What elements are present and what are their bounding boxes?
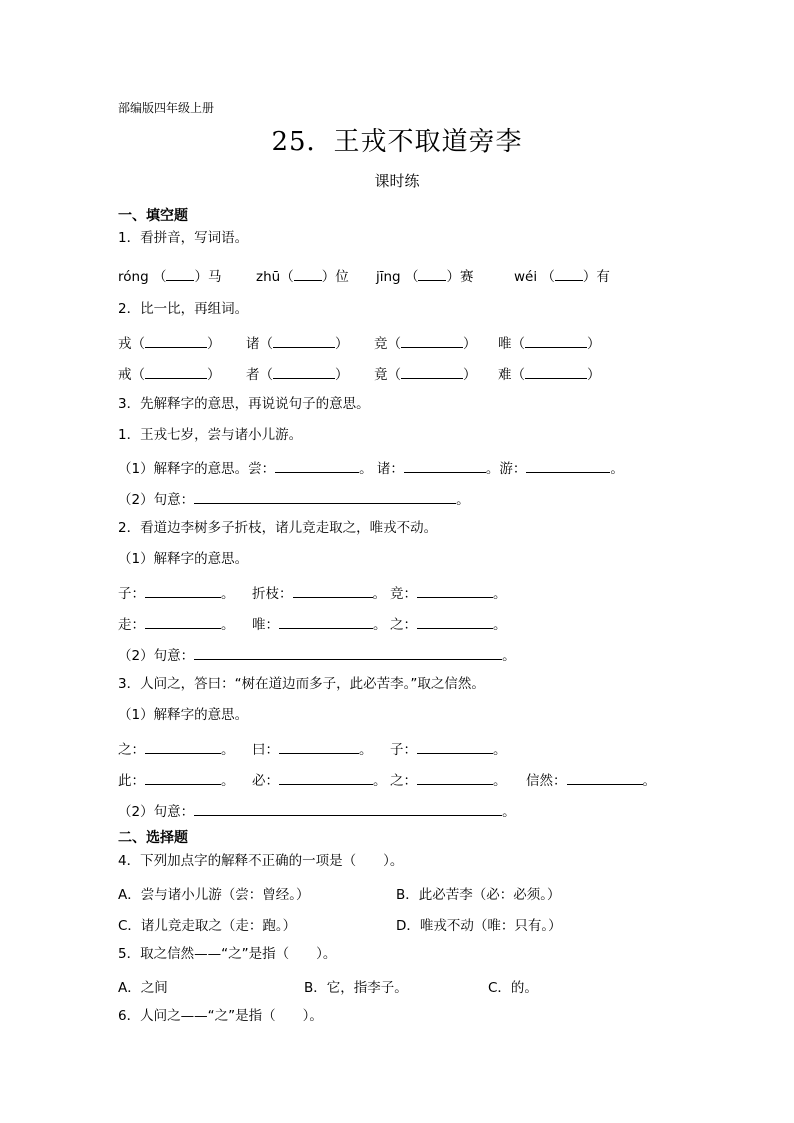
compare-char: 唯 <box>498 336 512 352</box>
answer-blank[interactable] <box>567 771 643 785</box>
word-label: 曰： <box>252 742 279 758</box>
word-char: 马 <box>207 269 222 285</box>
answer-blank[interactable] <box>145 740 221 754</box>
period: 。 <box>610 461 624 477</box>
answer-blank[interactable] <box>526 459 610 473</box>
answer-blank[interactable] <box>418 267 446 281</box>
q2-item <box>374 363 477 383</box>
period: 。 <box>221 742 235 758</box>
q2-item <box>374 332 477 352</box>
explain-label: （1）解释字的意思。 <box>118 461 249 477</box>
q1-stem: 1．看拼音，写词语。 <box>118 230 249 246</box>
q2-item <box>246 363 349 383</box>
compare-char: 诸 <box>246 336 260 352</box>
word-label: 唯： <box>252 617 279 633</box>
answer-blank[interactable] <box>145 771 221 785</box>
answer-blank[interactable] <box>279 771 373 785</box>
period: 。 <box>359 461 373 477</box>
answer-blank[interactable] <box>525 334 587 348</box>
word-item <box>118 769 235 789</box>
q4-stem: 4．下列加点字的解释不正确的一项是（ ）。 <box>118 853 404 869</box>
bracket-left: （ <box>259 336 273 352</box>
word-item <box>118 582 235 602</box>
q2-stem: 2．比一比，再组词。 <box>118 301 249 317</box>
period: 。 <box>493 742 507 758</box>
word-item <box>390 738 507 758</box>
word-label: 竞： <box>390 586 417 602</box>
answer-blank[interactable] <box>273 334 335 348</box>
q3-p1-sentence: 1．王戎七岁，尝与诸小儿游。 <box>118 427 303 443</box>
word-item <box>252 769 387 789</box>
option-b[interactable]: B．它，指李子。 <box>304 980 408 996</box>
bracket-left: （ <box>511 336 525 352</box>
q2-item <box>498 332 601 352</box>
meaning-line <box>118 488 470 508</box>
meaning-label: （2）句意： <box>118 492 195 508</box>
period: 。 <box>359 742 373 758</box>
answer-blank[interactable] <box>417 584 493 598</box>
compare-char: 难 <box>498 367 512 383</box>
compare-char: 者 <box>246 367 260 383</box>
q1-item <box>514 265 610 285</box>
bracket-left: （ <box>131 336 145 352</box>
answer-blank[interactable] <box>417 615 493 629</box>
answer-blank[interactable] <box>401 334 463 348</box>
word-label: 之： <box>118 742 145 758</box>
period: 。 <box>372 586 386 602</box>
q2-item <box>118 363 221 383</box>
bracket-right: ） <box>207 336 221 352</box>
answer-blank[interactable] <box>525 365 587 379</box>
q5-stem: 5．取之信然——“之”是指（ ）。 <box>118 946 337 962</box>
bracket-right: ） <box>335 336 349 352</box>
answer-blank[interactable] <box>275 459 359 473</box>
word-item <box>252 582 386 602</box>
answer-blank[interactable] <box>279 615 373 629</box>
bracket-left: （ <box>404 269 419 285</box>
q3-p3-explain: （1）解释字的意思。 <box>118 707 249 723</box>
option-c[interactable]: C．的。 <box>488 980 538 996</box>
period: 。 <box>493 617 507 633</box>
word-item <box>252 738 373 758</box>
answer-blank[interactable] <box>294 267 322 281</box>
bracket-left: （ <box>541 269 555 285</box>
period: 。 <box>456 492 470 508</box>
period: 。 <box>502 804 516 820</box>
bracket-left: （ <box>152 269 167 285</box>
period: 。 <box>373 773 387 789</box>
period: 。 <box>373 617 387 633</box>
pinyin-text: róng <box>118 269 149 285</box>
compare-char: 竟 <box>374 367 388 383</box>
word-label: 折枝： <box>252 586 293 602</box>
word-label: 诸： <box>376 461 404 477</box>
word-item <box>526 769 656 789</box>
period: 。 <box>502 648 516 664</box>
period: 。 <box>493 773 507 789</box>
section-fill-in-title: 一、填空题 <box>118 208 188 224</box>
answer-blank[interactable] <box>273 365 335 379</box>
word-item <box>390 582 507 602</box>
word-label: 走： <box>118 617 145 633</box>
answer-blank[interactable] <box>145 584 221 598</box>
period: 。 <box>485 461 500 477</box>
period: 。 <box>221 773 235 789</box>
word-item <box>252 613 387 633</box>
meaning-line <box>118 800 516 820</box>
compare-char: 竞 <box>374 336 388 352</box>
answer-blank[interactable] <box>279 740 359 754</box>
answer-blank[interactable] <box>404 459 486 473</box>
bracket-right: ） <box>463 367 477 383</box>
word-label: 之： <box>390 617 417 633</box>
bracket-right: ） <box>463 336 477 352</box>
answer-blank[interactable] <box>417 740 493 754</box>
option-c[interactable]: C．诸儿竞走取之（走：跑。） <box>118 918 297 934</box>
option-b[interactable]: B．此必苦李（必：必须。） <box>396 887 561 903</box>
meaning-label: （2）句意： <box>118 648 195 664</box>
q6-stem: 6．人问之——“之”是指（ ）。 <box>118 1008 323 1024</box>
answer-blank[interactable] <box>194 646 502 660</box>
pinyin-text: zhū <box>256 269 281 285</box>
q1-item <box>118 265 221 285</box>
q3-p2-explain: （1）解释字的意思。 <box>118 551 249 567</box>
word-label: 尝： <box>248 461 276 477</box>
word-label: 子： <box>390 742 417 758</box>
word-item <box>118 738 235 758</box>
answer-blank[interactable] <box>401 365 463 379</box>
word-item <box>390 769 507 789</box>
bracket-right: ） <box>587 367 601 383</box>
compare-char: 戒 <box>118 367 132 383</box>
word-label: 此： <box>118 773 145 789</box>
q2-item <box>246 332 349 352</box>
option-a[interactable]: A．之间 <box>118 980 168 996</box>
word-item <box>118 613 235 633</box>
word-label: 游： <box>499 461 527 477</box>
period: 。 <box>493 586 507 602</box>
bracket-right: ） <box>194 269 208 285</box>
bracket-left: （ <box>280 269 294 285</box>
word-char: 有 <box>596 269 610 285</box>
bracket-left: （ <box>131 367 145 383</box>
option-a[interactable]: A．尝与诸小儿游（尝：曾经。） <box>118 887 310 903</box>
pinyin-text: jīng <box>376 269 401 285</box>
q2-item <box>498 363 601 383</box>
bracket-right: ） <box>335 367 349 383</box>
period: 。 <box>221 617 235 633</box>
q3-p2-sentence: 2．看道边李树多子折枝，诸儿竞走取之，唯戎不动。 <box>118 520 438 536</box>
bracket-right: ） <box>582 269 597 285</box>
bracket-right: ） <box>587 336 601 352</box>
answer-blank[interactable] <box>145 334 207 348</box>
pinyin-text: wéi <box>514 269 538 285</box>
compare-char: 戎 <box>118 336 132 352</box>
q3-stem: 3．先解释字的意思，再说说句子的意思。 <box>118 396 370 412</box>
answer-blank[interactable] <box>166 267 194 281</box>
word-label: 子： <box>118 586 145 602</box>
word-label: 之： <box>390 773 417 789</box>
section-choice-title: 二、选择题 <box>118 830 188 846</box>
bracket-right: ） <box>321 269 336 285</box>
bracket-right: ） <box>207 367 221 383</box>
answer-blank[interactable] <box>417 771 493 785</box>
bracket-left: （ <box>387 336 401 352</box>
word-label: 必： <box>252 773 279 789</box>
bracket-right: ） <box>446 269 460 285</box>
period: 。 <box>642 773 656 789</box>
q1-item <box>256 265 349 285</box>
page-title: 25．王戎不取道旁李 <box>271 127 523 157</box>
word-char: 位 <box>335 269 349 285</box>
bracket-left: （ <box>387 367 401 383</box>
page-subtitle: 课时练 <box>374 172 420 190</box>
bracket-left: （ <box>511 367 525 383</box>
answer-blank[interactable] <box>194 802 502 816</box>
grade-header: 部编版四年级上册 <box>118 101 215 115</box>
period: 。 <box>221 586 235 602</box>
explain-line <box>118 457 624 477</box>
q1-item <box>376 265 473 285</box>
answer-blank[interactable] <box>293 584 373 598</box>
answer-blank[interactable] <box>145 615 221 629</box>
meaning-line <box>118 644 516 664</box>
option-d[interactable]: D．唯戎不动（唯：只有。） <box>396 918 562 934</box>
answer-blank[interactable] <box>194 490 456 504</box>
answer-blank[interactable] <box>145 365 207 379</box>
bracket-left: （ <box>259 367 273 383</box>
word-label: 信然： <box>526 773 567 789</box>
answer-blank[interactable] <box>555 267 583 281</box>
word-char: 赛 <box>459 269 474 285</box>
q3-p3-sentence: 3．人问之，答曰：“树在道边而多子，此必苦李。”取之信然。 <box>118 676 485 692</box>
word-item <box>390 613 507 633</box>
meaning-label: （2）句意： <box>118 804 195 820</box>
q2-item <box>118 332 221 352</box>
